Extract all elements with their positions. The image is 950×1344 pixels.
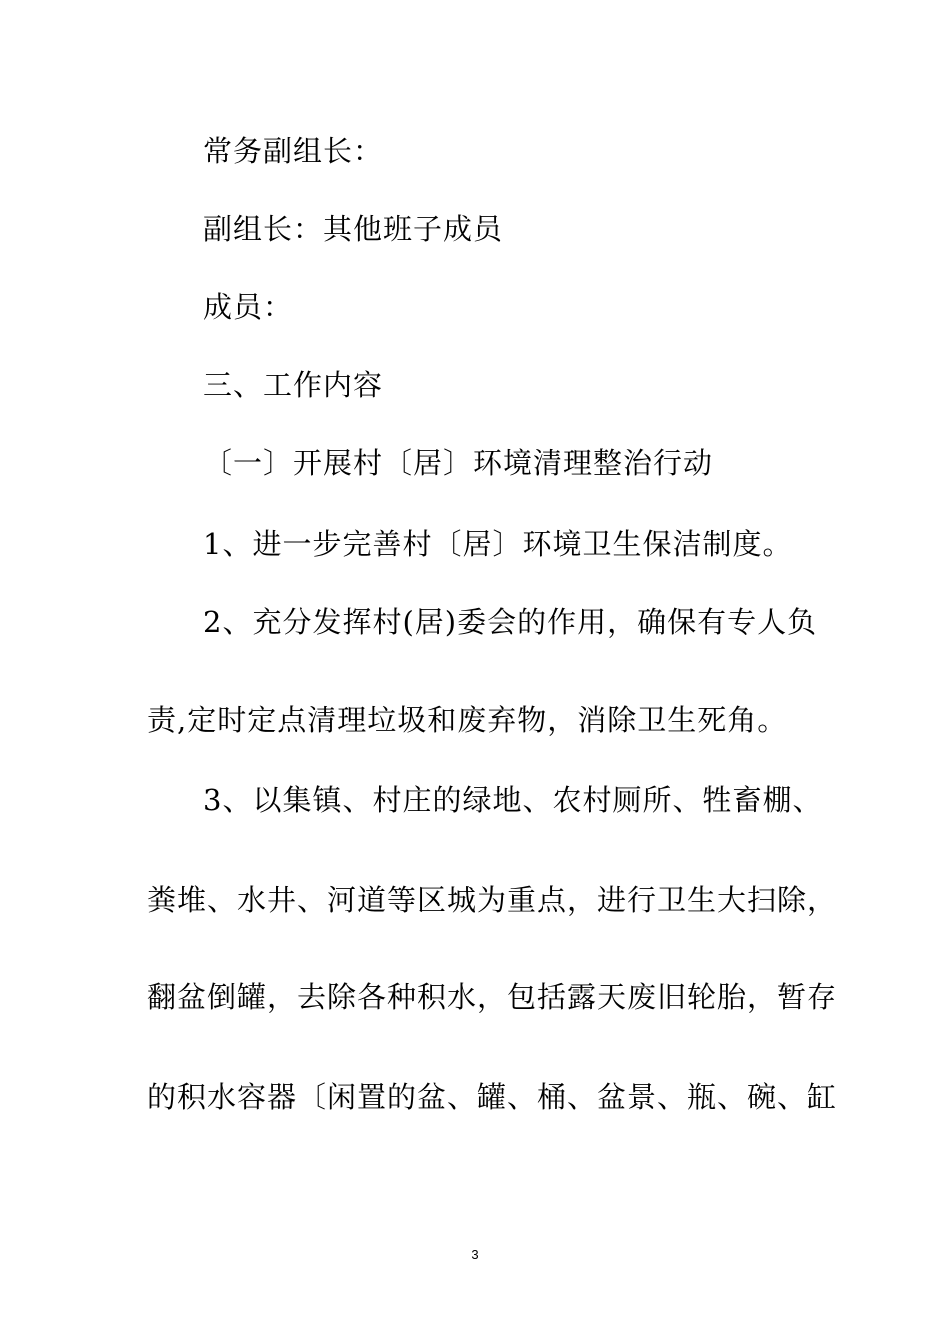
text-line-item-2: 2、充分发挥村(居)委会的作用，确保有专人负 [203, 605, 818, 639]
page-number: 3 [471, 1247, 479, 1262]
text-line-members: 成员： [203, 290, 294, 324]
text-line-vice-leader-executive: 常务副组长： [203, 134, 384, 168]
text-line-item-1: 1、进一步完善村〔居〕环境卫生保洁制度。 [203, 527, 793, 561]
text-line-item-3: 3、以集镇、村庄的绿地、农村厕所、牲畜棚、 [203, 783, 823, 817]
text-line-vice-leader: 副组长：其他班子成员 [203, 212, 504, 246]
text-line-item-3-cont-2: 翻盆倒罐，去除各种积水，包括露天废旧轮胎，暂存 [147, 980, 838, 1014]
text-line-item-2-cont: 责,定时定点清理垃圾和废弃物，消除卫生死角。 [147, 703, 788, 737]
subsection-heading-cleanup-action: 〔一〕开展村〔居〕环境清理整治行动 [203, 446, 714, 480]
text-line-item-3-cont-1: 粪堆、水井、河道等区城为重点，进行卫生大扫除， [147, 883, 838, 917]
section-heading-work-content: 三、工作内容 [203, 368, 384, 402]
text-line-item-3-cont-3: 的积水容器〔闲置的盆、罐、桶、盆景、瓶、碗、缸 [147, 1080, 838, 1114]
